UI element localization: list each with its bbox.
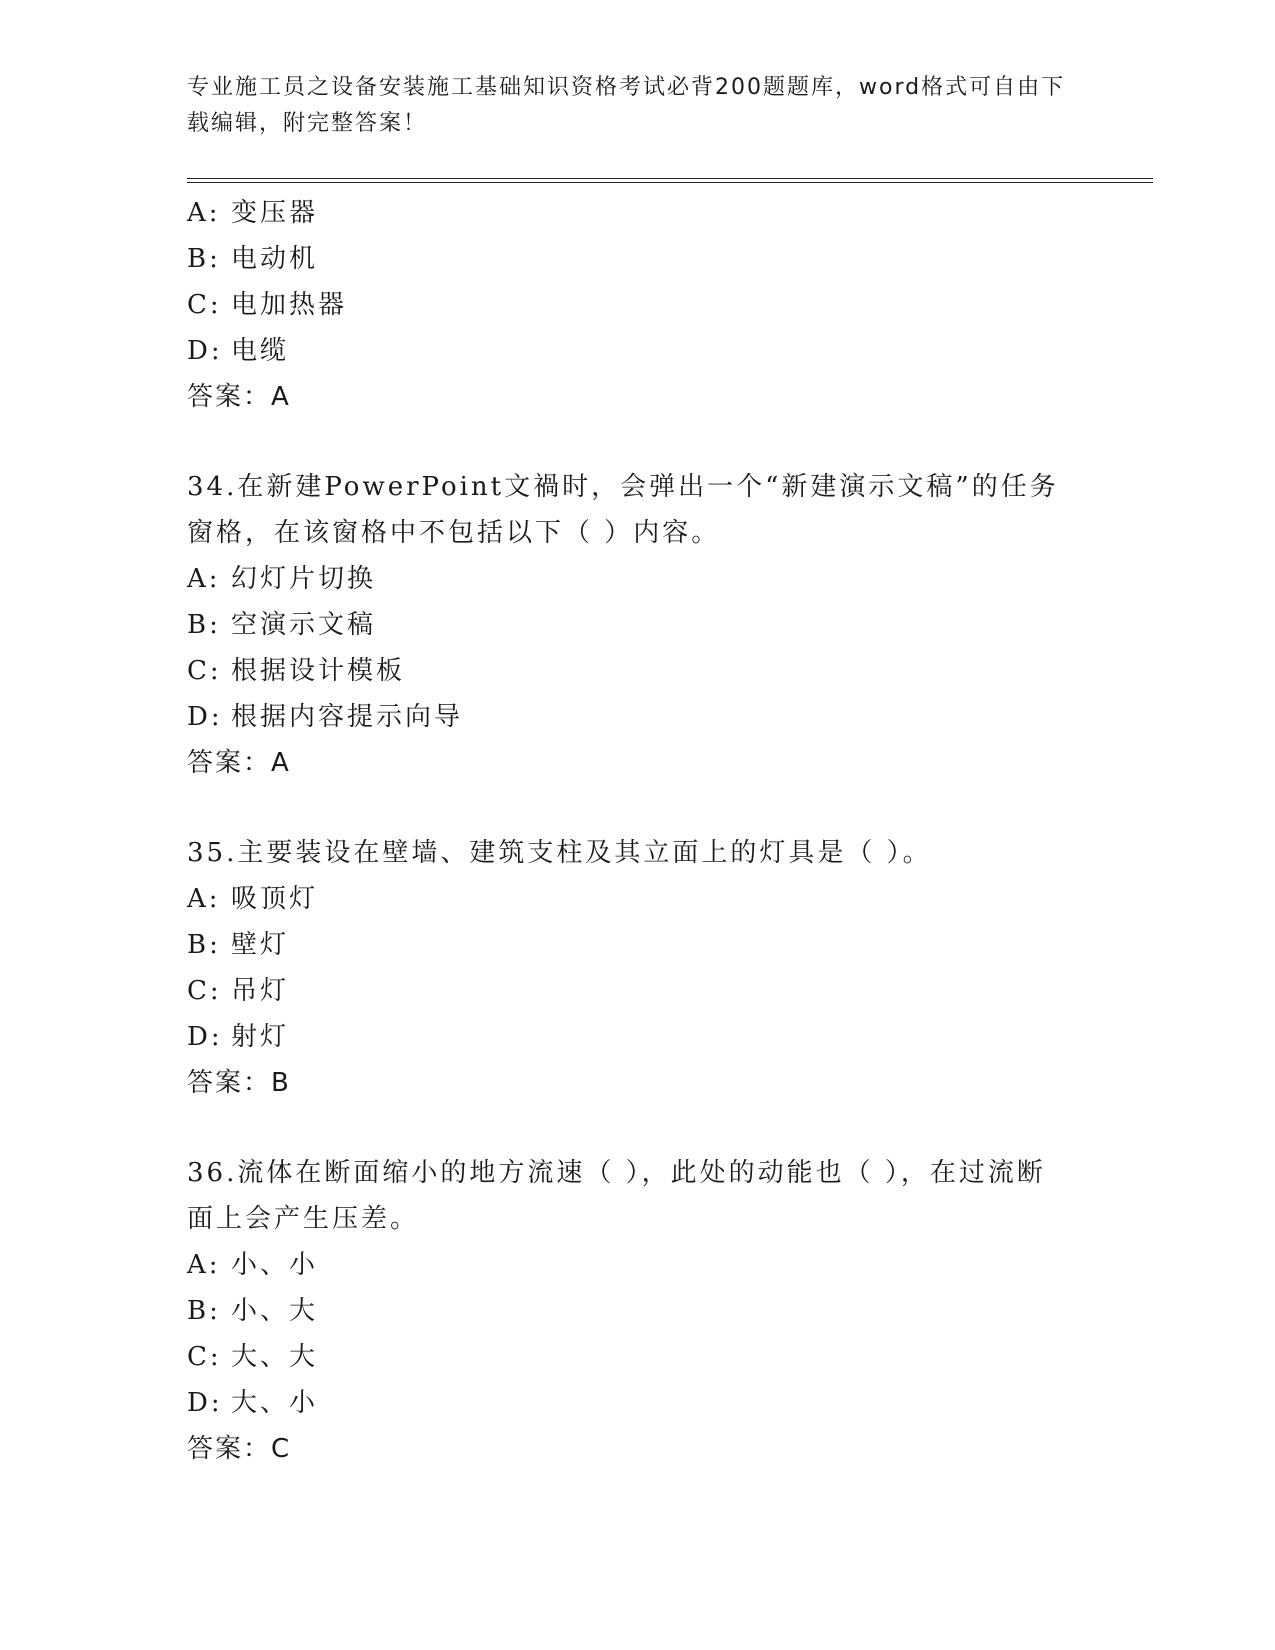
- question-text: 35.主要装设在壁墙、建筑支柱及其立面上的灯具是（ ）。: [187, 838, 932, 868]
- option-a: A: 幻灯片切换: [187, 564, 377, 594]
- answer-line: 答案：A: [187, 748, 291, 778]
- question-block: [187, 1150, 1087, 1472]
- option-c: C: 电加热器: [187, 290, 348, 320]
- option-d: D: 根据内容提示向导: [187, 702, 464, 732]
- option-d: D: 射灯: [187, 1022, 290, 1052]
- option-c: C: 吊灯: [187, 976, 290, 1006]
- question-block: [187, 830, 1087, 1106]
- question-block: [187, 190, 1087, 420]
- question-text: 34.在新建PowerPoint文禍时，会弹出一个“新建演示文稿”的任务窗格，在该窗格中不包括以下（ ）内容。: [187, 472, 1059, 548]
- answer-line: 答案：A: [187, 382, 291, 412]
- document-header: 专业施工员之设备安装施工基础知识资格考试必背200题题库，word格式可自由下载编辑，附完整答案！: [187, 75, 1066, 136]
- option-b: B: 空演示文稿: [187, 610, 377, 640]
- option-d: D: 大、小: [187, 1388, 319, 1418]
- answer-line: 答案：B: [187, 1068, 291, 1098]
- question-text: 36.流体在断面缩小的地方流速（ ），此处的动能也（ ），在过流断面上会产生压差。: [187, 1158, 1046, 1234]
- option-b: B: 小、大: [187, 1296, 319, 1326]
- option-c: C: 大、大: [187, 1342, 319, 1372]
- option-d: D: 电缆: [187, 336, 290, 366]
- option-b: B: 壁灯: [187, 930, 290, 960]
- answer-line: 答案：C: [187, 1434, 292, 1464]
- option-a: A: 小、小: [187, 1250, 319, 1280]
- header-divider: [187, 178, 1153, 183]
- question-block: [187, 464, 1087, 786]
- option-c: C: 根据设计模板: [187, 656, 406, 686]
- option-a: A: 变压器: [187, 198, 319, 228]
- option-b: B: 电动机: [187, 244, 319, 274]
- question-list: [187, 190, 1087, 1472]
- option-a: A: 吸顶灯: [187, 884, 319, 914]
